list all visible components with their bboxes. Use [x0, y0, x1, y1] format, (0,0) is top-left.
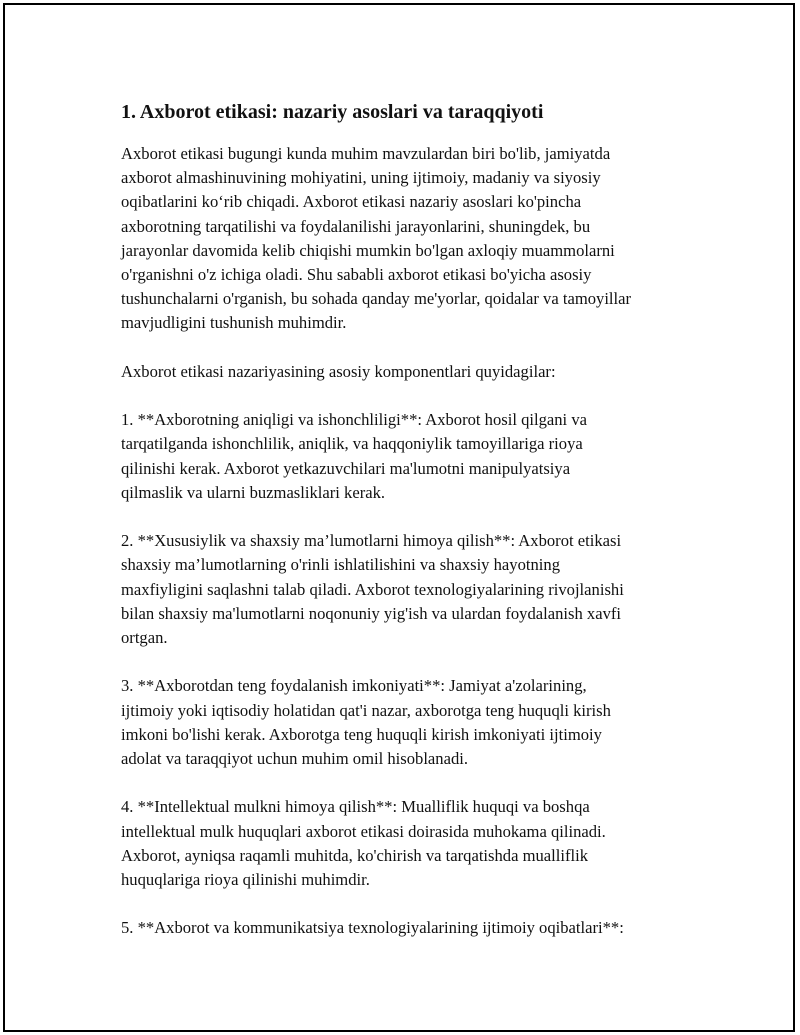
text-line: shaxsiy ma’lumotlarning o'rinli ishlatilishini va shaxsiy hayotning — [121, 555, 560, 575]
paragraph-gap — [121, 892, 701, 916]
text-line: Axborot etikasi bugungi kunda muhim mavzulardan biri bo'lib, jamiyatda — [121, 144, 611, 163]
paragraph — [121, 142, 701, 336]
paragraph-gap — [121, 384, 701, 408]
text-line: tushunchalarni o'rganish, bu sohada qanday me'yorlar, qoidalar va tamoyillar — [121, 289, 632, 309]
text-line: qilinishi kerak. Axborot yetkazuvchilari ma'lumotni manipulyatsiya — [121, 458, 571, 478]
paragraph — [121, 408, 701, 505]
text-line: o'rganishni o'z ichiga oladi. Shu sababli axborot etikasi bo'yicha asosiy — [121, 265, 592, 285]
paragraph — [121, 916, 701, 940]
text-line: 5. **Axborot va kommunikatsiya texnologiyalarining ijtimoiy oqibatlari**: — [121, 918, 624, 938]
text-line: Axborot etikasi nazariyasining asosiy komponentlari quyidagilar: — [121, 361, 556, 381]
paragraph — [121, 795, 701, 892]
paragraph — [121, 529, 701, 650]
text-line: ijtimoiy yoki iqtisodiy holatidan qat'i nazar, axborotga teng huquqli kirish — [121, 700, 611, 720]
paragraph-list — [121, 142, 701, 941]
text-line: adolat va taraqqiyot uchun muhim omil hisoblanadi. — [121, 749, 469, 769]
paragraph-gap — [121, 505, 701, 529]
text-line: tarqatilganda ishonchlilik, aniqlik, va haqqoniylik tamoyillariga rioya — [121, 434, 583, 454]
paragraph-gap — [121, 650, 701, 674]
text-line: huquqlariga rioya qilinishi muhimdir. — [121, 870, 370, 890]
text-line: intellektual mulk huquqlari axborot etikasi doirasida muhokama qilinadi. — [121, 821, 606, 841]
paragraph-gap — [121, 771, 701, 795]
text-line: qilmaslik va ularni buzmasliklari kerak. — [121, 482, 386, 502]
text-line: 2. **Xususiylik va shaxsiy ma’lumotlarni himoya qilish**: Axborot etikasi — [121, 531, 622, 551]
paragraph-gap — [121, 336, 701, 360]
text-line: Axborot, ayniqsa raqamli muhitda, ko'chirish va tarqatishda mualliflik — [121, 845, 589, 865]
text-line: maxfiyligini saqlashni talab qiladi. Axborot texnologiyalarining rivojlanishi — [121, 579, 624, 599]
paragraph — [121, 360, 701, 384]
text-line: 1. **Axborotning aniqligi va ishonchliligi**: Axborot hosil qilgani va — [121, 410, 587, 430]
text-line: mavjudligini tushunish muhimdir. — [121, 313, 347, 333]
text-line: ortgan. — [121, 628, 168, 648]
text-line: imkoni bo'lishi kerak. Axborotga teng huquqli kirish imkoniyati ijtimoiy — [121, 724, 602, 744]
page-frame — [3, 3, 795, 1032]
paragraph — [121, 674, 701, 771]
text-line: 3. **Axborotdan teng foydalanish imkoniyati**: Jamiyat a'zolarining, — [121, 676, 587, 696]
text-line: jarayonlar davomida kelib chiqishi mumkin bo'lgan axloqiy muammolarni — [121, 240, 615, 260]
document-title: 1. Axborot etikasi: nazariy asoslari va taraqqiyoti — [121, 101, 544, 123]
text-line: axborot almashinuvining mohiyatini, uning ijtimoiy, madaniy va siyosiy — [121, 168, 601, 188]
text-line: axborotning tarqatilishi va foydalanilishi jarayonlarini, shuningdek, bu — [121, 216, 591, 236]
document-body — [121, 99, 701, 941]
text-line: 4. **Intellektual mulkni himoya qilish**: Mualliflik huquqi va boshqa — [121, 797, 590, 817]
text-line: bilan shaxsiy ma'lumotlarni noqonuniy yig'ish va ulardan foydalanish xavfi — [121, 603, 622, 623]
text-line: oqibatlarini ko‘rib chiqadi. Axborot etikasi nazariy asoslari ko'pincha — [121, 192, 582, 212]
